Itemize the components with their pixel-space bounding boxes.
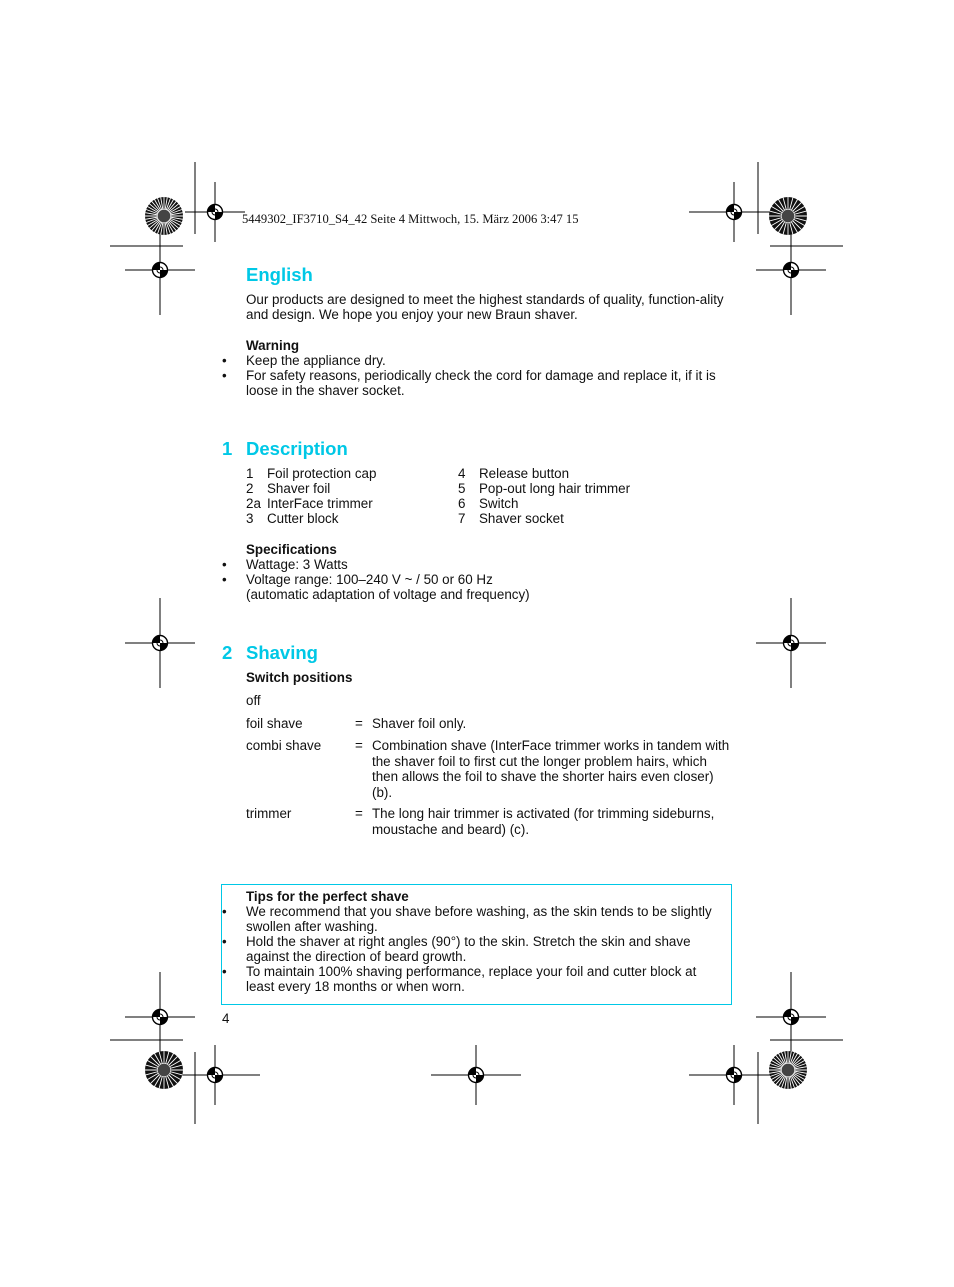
switch-position-foil-shave: [246, 716, 736, 732]
tip-item: • To maintain 100% shaving performance, replace your foil and cutter block at least every 18 months or when worn.: [222, 964, 697, 994]
specifications-title: Specifications: [246, 542, 337, 557]
switch-description: Shaver foil only.: [372, 716, 467, 731]
part-label: Shaver foil: [267, 481, 331, 496]
part-item: [458, 481, 718, 496]
part-item: [458, 466, 718, 481]
part-item: [458, 496, 718, 511]
switch-label: foil shave: [246, 716, 303, 731]
part-label: InterFace trimmer: [267, 496, 373, 511]
part-label: Cutter block: [267, 511, 339, 526]
equals-sign: =: [355, 738, 363, 753]
spec-text: (automatic adaptation of voltage and frequency): [246, 587, 530, 602]
target-center: [157, 209, 170, 222]
part-number: 3: [246, 511, 254, 526]
equals-sign: =: [355, 806, 363, 821]
part-number: 6: [458, 496, 466, 511]
heading-english: English: [246, 264, 313, 285]
switch-description: Combination shave (InterFace trimmer works in tandem with the shaver foil to first cut the longer problem hairs, which then allows the foil to shave the shorter hairs even closer) (b).: [372, 738, 730, 800]
tip-text: We recommend that you shave before washing, as the skin tends to be slightly swollen after washing.: [246, 904, 712, 934]
part-item: [246, 496, 446, 511]
tip-item: • We recommend that you shave before washing, as the skin tends to be slightly swollen after washing.: [222, 904, 712, 934]
spec-item: [222, 587, 722, 602]
part-label: Switch: [479, 496, 519, 511]
equals-sign: =: [355, 716, 363, 731]
part-number: 7: [458, 511, 466, 526]
warning-list: [222, 353, 722, 398]
part-item: [246, 481, 446, 496]
part-label: Foil protection cap: [267, 466, 377, 481]
intro-text: Our products are designed to meet the highest standards of quality, function-ality and design. We hope you enjoy your new Braun shaver.: [246, 292, 724, 322]
heading-description: [222, 438, 348, 460]
spec-text: Voltage range: 100–240 V ~ / 50 or 60 Hz: [246, 572, 493, 587]
specifications-list: [222, 557, 722, 602]
section-number: 2: [222, 642, 233, 663]
section-title: Shaving: [246, 642, 318, 663]
print-slug-line: 5449302_IF3710_S4_42 Seite 4 Mittwoch, 15. März 2006 3:47 15: [242, 212, 579, 226]
page-number: 4: [222, 1011, 230, 1026]
switch-label: combi shave: [246, 738, 322, 753]
parts-list-right: [458, 466, 718, 526]
heading-shaving: [222, 642, 318, 664]
target-center: [781, 209, 794, 222]
switch-description: The long hair trimmer is activated (for trimming sideburns, moustache and beard) (c).: [372, 806, 715, 837]
warning-item: • For safety reasons, periodically check the cord for damage and replace it, if it is loose in the shaver socket.: [222, 368, 716, 398]
tips-list: [222, 904, 726, 994]
tip-text: Hold the shaver at right angles (90°) to the skin. Stretch the skin and shave against the direction of beard growth.: [246, 934, 691, 964]
part-number: 2a: [246, 496, 261, 511]
warning-text: Keep the appliance dry.: [246, 353, 386, 368]
tips-title: Tips for the perfect shave: [246, 889, 409, 904]
target-center: [781, 1063, 794, 1076]
tip-item: • Hold the shaver at right angles (90°) to the skin. Stretch the skin and shave against the direction of beard growth.: [222, 934, 691, 964]
part-item: [246, 466, 446, 481]
warning-text: For safety reasons, periodically check the cord for damage and replace it, if it is loose in the shaver socket.: [246, 368, 716, 398]
target-center: [157, 1063, 170, 1076]
section-title: Description: [246, 438, 348, 459]
part-number: 1: [246, 466, 254, 481]
spec-item: • Wattage: 3 Watts: [222, 557, 348, 572]
parts-list-left: [246, 466, 446, 526]
spec-text: Wattage: 3 Watts: [246, 557, 348, 572]
part-label: Release button: [479, 466, 570, 481]
intro-paragraph: [246, 292, 738, 322]
section-number: 1: [222, 438, 233, 459]
part-label: Shaver socket: [479, 511, 564, 526]
switch-label: off: [246, 693, 261, 708]
spec-item: • Voltage range: 100–240 V ~ / 50 or 60 Hz: [222, 572, 493, 587]
part-label: Pop-out long hair trimmer: [479, 481, 631, 496]
switch-positions-title: Switch positions: [246, 670, 353, 685]
switch-position-combi-shave: [246, 738, 736, 800]
part-item: [458, 511, 718, 526]
switch-position-trimmer: [246, 806, 736, 838]
part-number: 2: [246, 481, 254, 496]
warning-item: • Keep the appliance dry.: [222, 353, 386, 368]
part-item: [246, 511, 446, 526]
switch-position-off: [246, 693, 736, 709]
warning-title: Warning: [246, 338, 300, 353]
part-number: 4: [458, 466, 466, 481]
tip-text: To maintain 100% shaving performance, replace your foil and cutter block at least every 18 months or when worn.: [246, 964, 697, 994]
switch-label: trimmer: [246, 806, 292, 821]
part-number: 5: [458, 481, 466, 496]
